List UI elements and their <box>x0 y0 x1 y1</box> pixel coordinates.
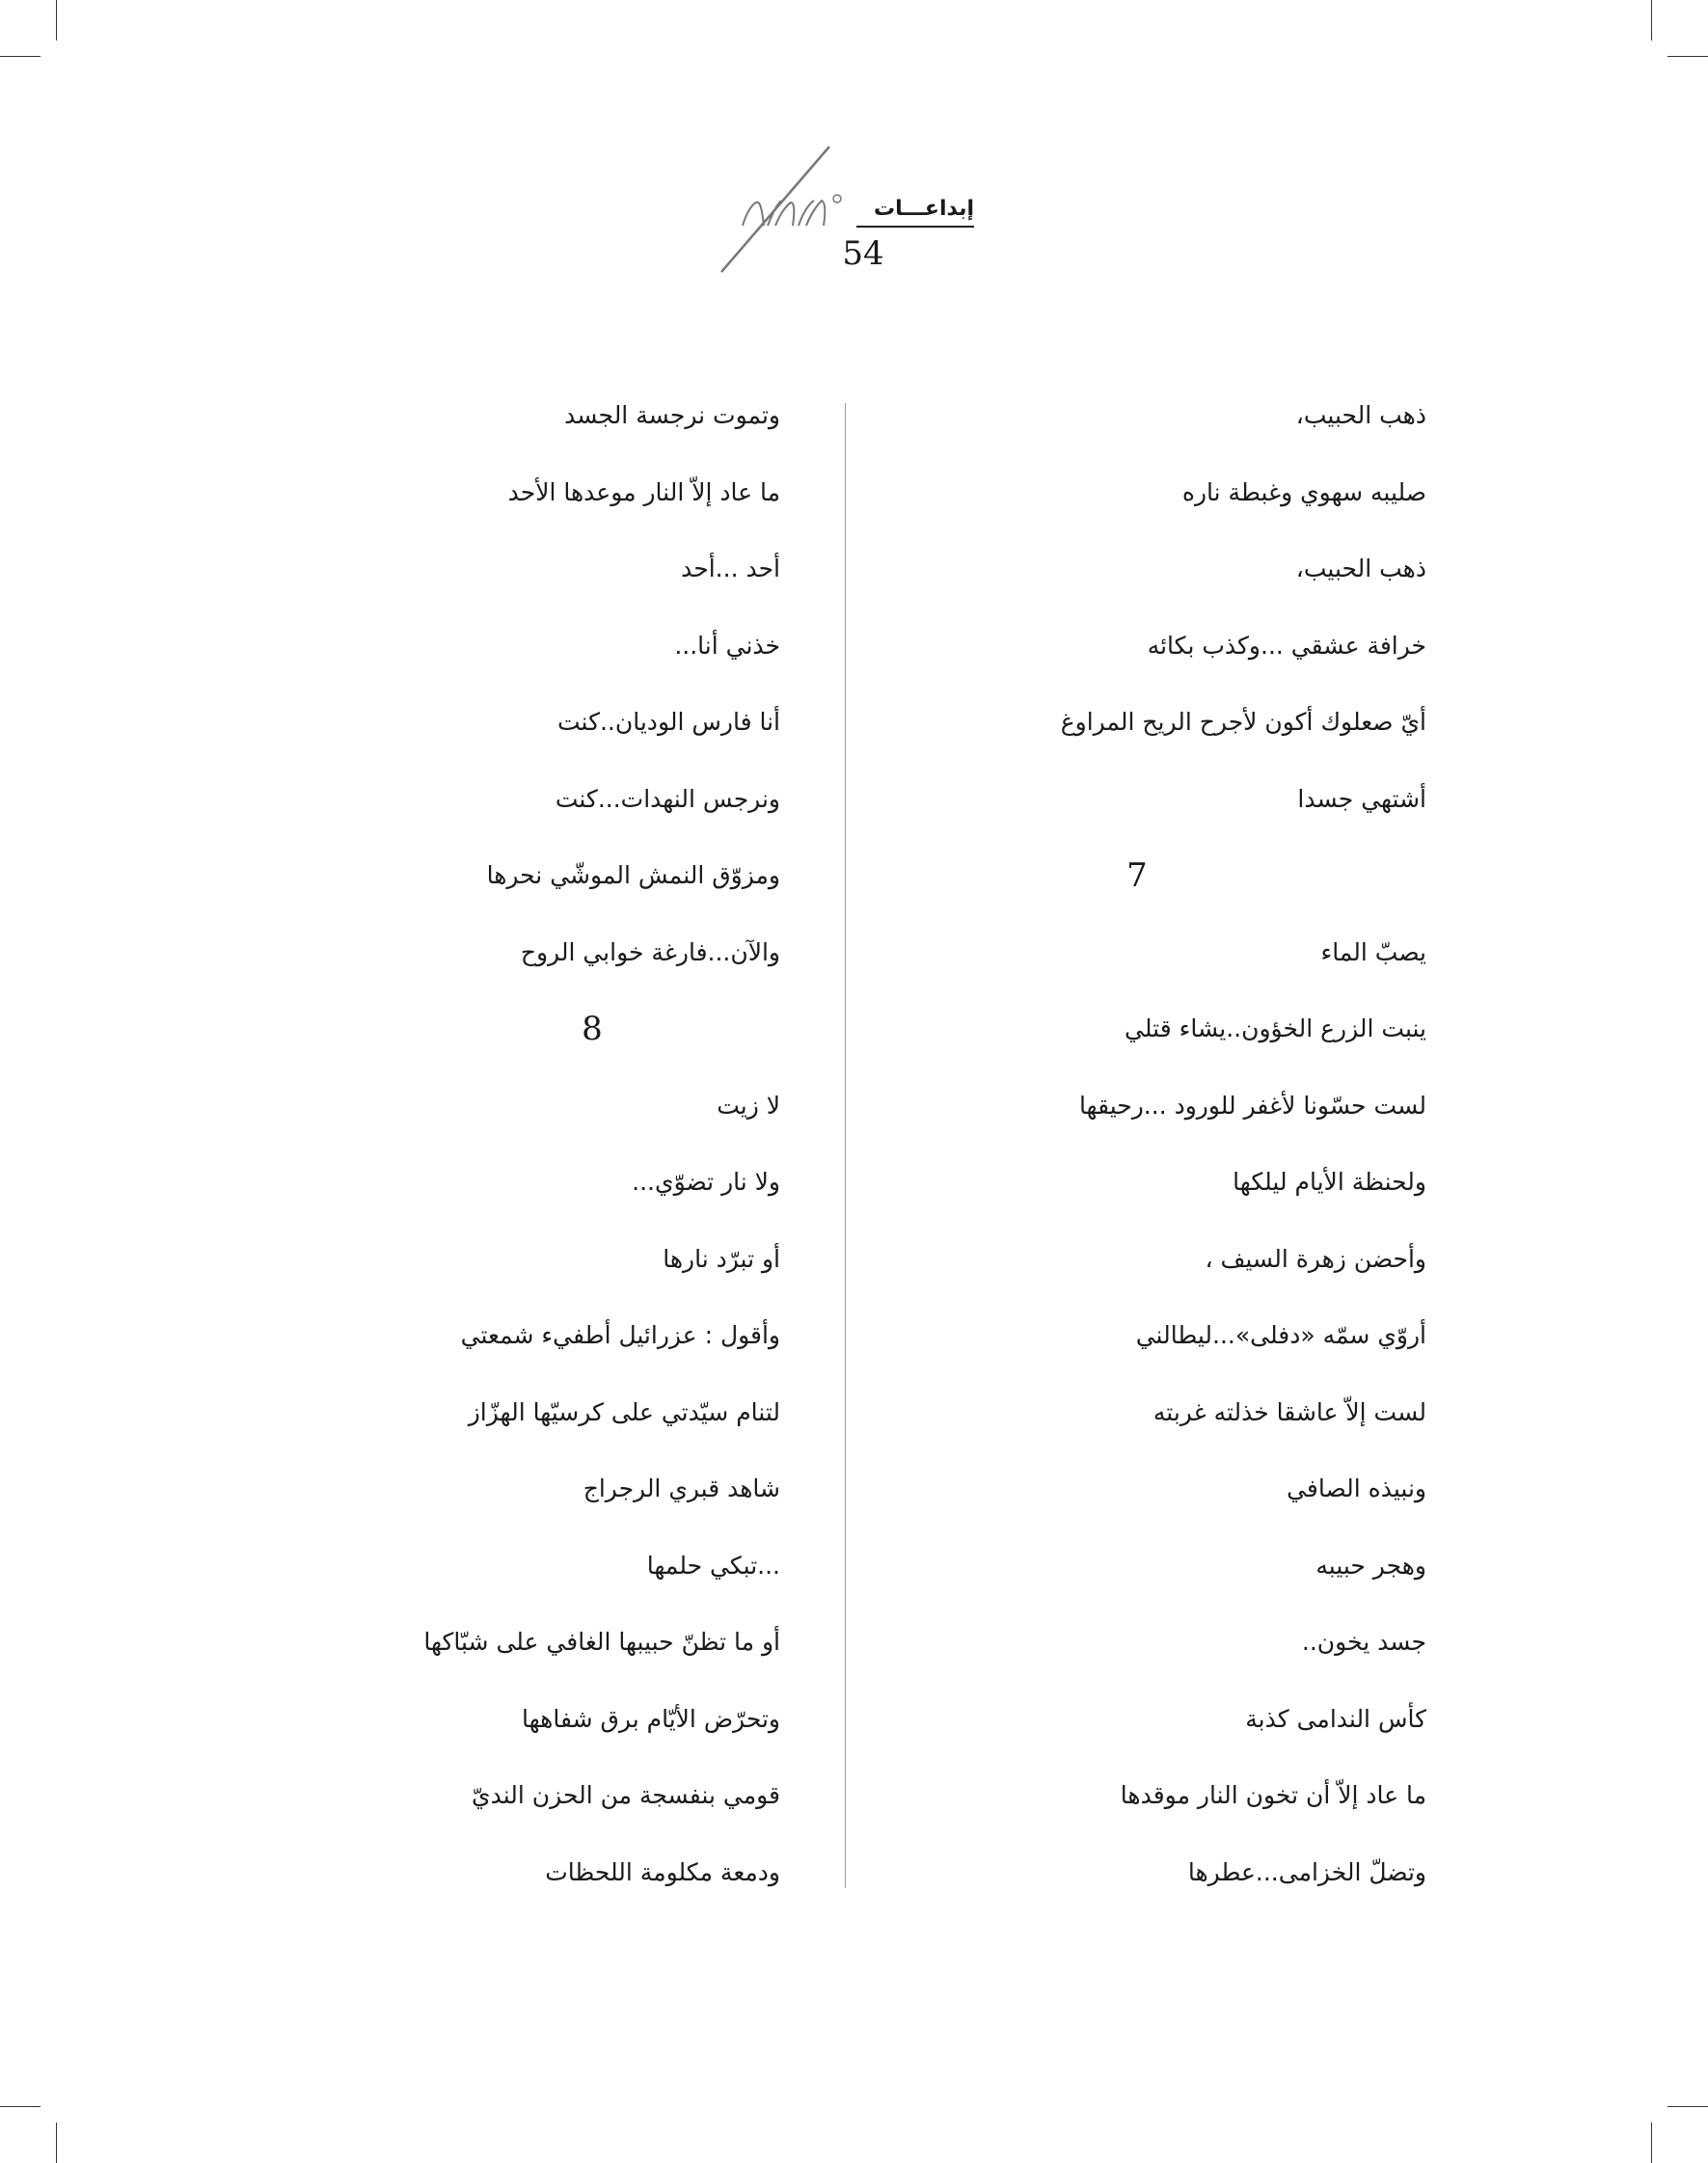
poem-line: أحد ...أحد <box>681 554 780 582</box>
poem-line: لتنام سيّدتي على كرسيّها الهزّاز <box>468 1397 780 1426</box>
poem-line: لست حسّونا لأغفر للورود ...رحيقها <box>1078 1091 1426 1120</box>
stanza-number <box>240 1007 780 1084</box>
poem-line: أو ما تظنّ حبيبها الغافي على شبّاكها <box>423 1628 780 1656</box>
poem-line: ما عاد إلاّ أن تخون النار موقدها <box>1120 1781 1426 1809</box>
crop-mark <box>1667 2106 1708 2107</box>
poem-line: ودمعة مكلومة اللحظات <box>545 1857 780 1886</box>
poem-line: أشتهي جسدا <box>1297 784 1426 813</box>
poem-column-left <box>240 393 780 1927</box>
crop-mark <box>1651 0 1652 41</box>
poem-line: أنا فارس الوديان..كنت <box>556 708 780 736</box>
poem-line: صليبه سهوي وغبطة ناره <box>1181 477 1426 506</box>
header-rule <box>856 226 974 228</box>
poem-line: ولا نار تضوّي... <box>632 1168 780 1196</box>
stanza-number-text: 7 <box>1126 856 1148 895</box>
page-header <box>714 145 974 280</box>
poem-line: ذهب الحبيب، <box>1295 554 1426 582</box>
poem-line: والآن...فارغة خوابي الروح <box>520 937 780 966</box>
poem-line: وأحضن زهرة السيف ، <box>1205 1244 1426 1273</box>
poem-line: ومزوّق النمش الموشّي نحرها <box>486 861 780 889</box>
crop-mark <box>1667 56 1708 57</box>
poem-line: ونرجس النهدات...كنت <box>555 784 780 813</box>
poem-line: أروّي سمّه «دفلى»...ليطالني <box>1135 1321 1426 1349</box>
poem-line: ينبت الزرع الخؤون..يشاء قتلي <box>1125 1014 1426 1042</box>
poem-line: لست إلاّ عاشقا خذلته غربته <box>1152 1397 1426 1426</box>
poem-line: وتحرّض الأيّام برق شفاهها <box>522 1704 780 1733</box>
poem-line: قومي بنفسجة من الحزن النديّ <box>472 1781 780 1809</box>
poem-line: وهجر حبيبه <box>1315 1551 1426 1580</box>
poem-line: خذني أنا... <box>674 631 780 660</box>
poem-line: جسد يخون.. <box>1301 1628 1426 1656</box>
poem-line: لا زيت <box>717 1091 780 1120</box>
poem-line: كأس الندامى كذبة <box>1245 1704 1426 1733</box>
crop-mark <box>1651 2122 1652 2163</box>
poem-line: ونبيذه الصافي <box>1287 1474 1426 1502</box>
poem-line: وأقول : عزرائيل أطفيء شمعتي <box>460 1321 780 1349</box>
crop-mark <box>0 2106 41 2107</box>
poem-column-right <box>925 393 1426 1927</box>
poem-line: وتضلّ الخزامى...عطرها <box>1187 1857 1426 1886</box>
poem-line: خرافة عشقي ...وكذب بكائه <box>1147 631 1426 660</box>
stanza-number <box>925 853 1426 931</box>
poem-line: وتموت نرجسة الجسد <box>564 401 780 429</box>
poem-line: أيّ صعلوك أكون لأجرح الريح المراوغ <box>1060 708 1426 736</box>
column-divider <box>845 403 846 1888</box>
poem-line: ...تبكي حلمها <box>646 1551 780 1580</box>
poem-line: ولحنظة الأيام ليلكها <box>1233 1168 1426 1196</box>
poem-line: ذهب الحبيب، <box>1295 401 1426 429</box>
poem-line: شاهد قبري الرجراج <box>583 1474 780 1502</box>
section-label: إبداعـــات <box>873 197 974 221</box>
crop-mark <box>56 2122 57 2163</box>
poem-line: يصبّ الماء <box>1320 937 1426 966</box>
page-number: 54 <box>842 234 884 273</box>
poem-line: أو تبرّد نارها <box>663 1244 780 1273</box>
crop-mark <box>0 56 41 57</box>
crop-mark <box>56 0 57 41</box>
poem-line: ما عاد إلاّ النار موعدها الأحد <box>507 477 780 506</box>
stanza-number-text: 8 <box>582 1010 603 1048</box>
